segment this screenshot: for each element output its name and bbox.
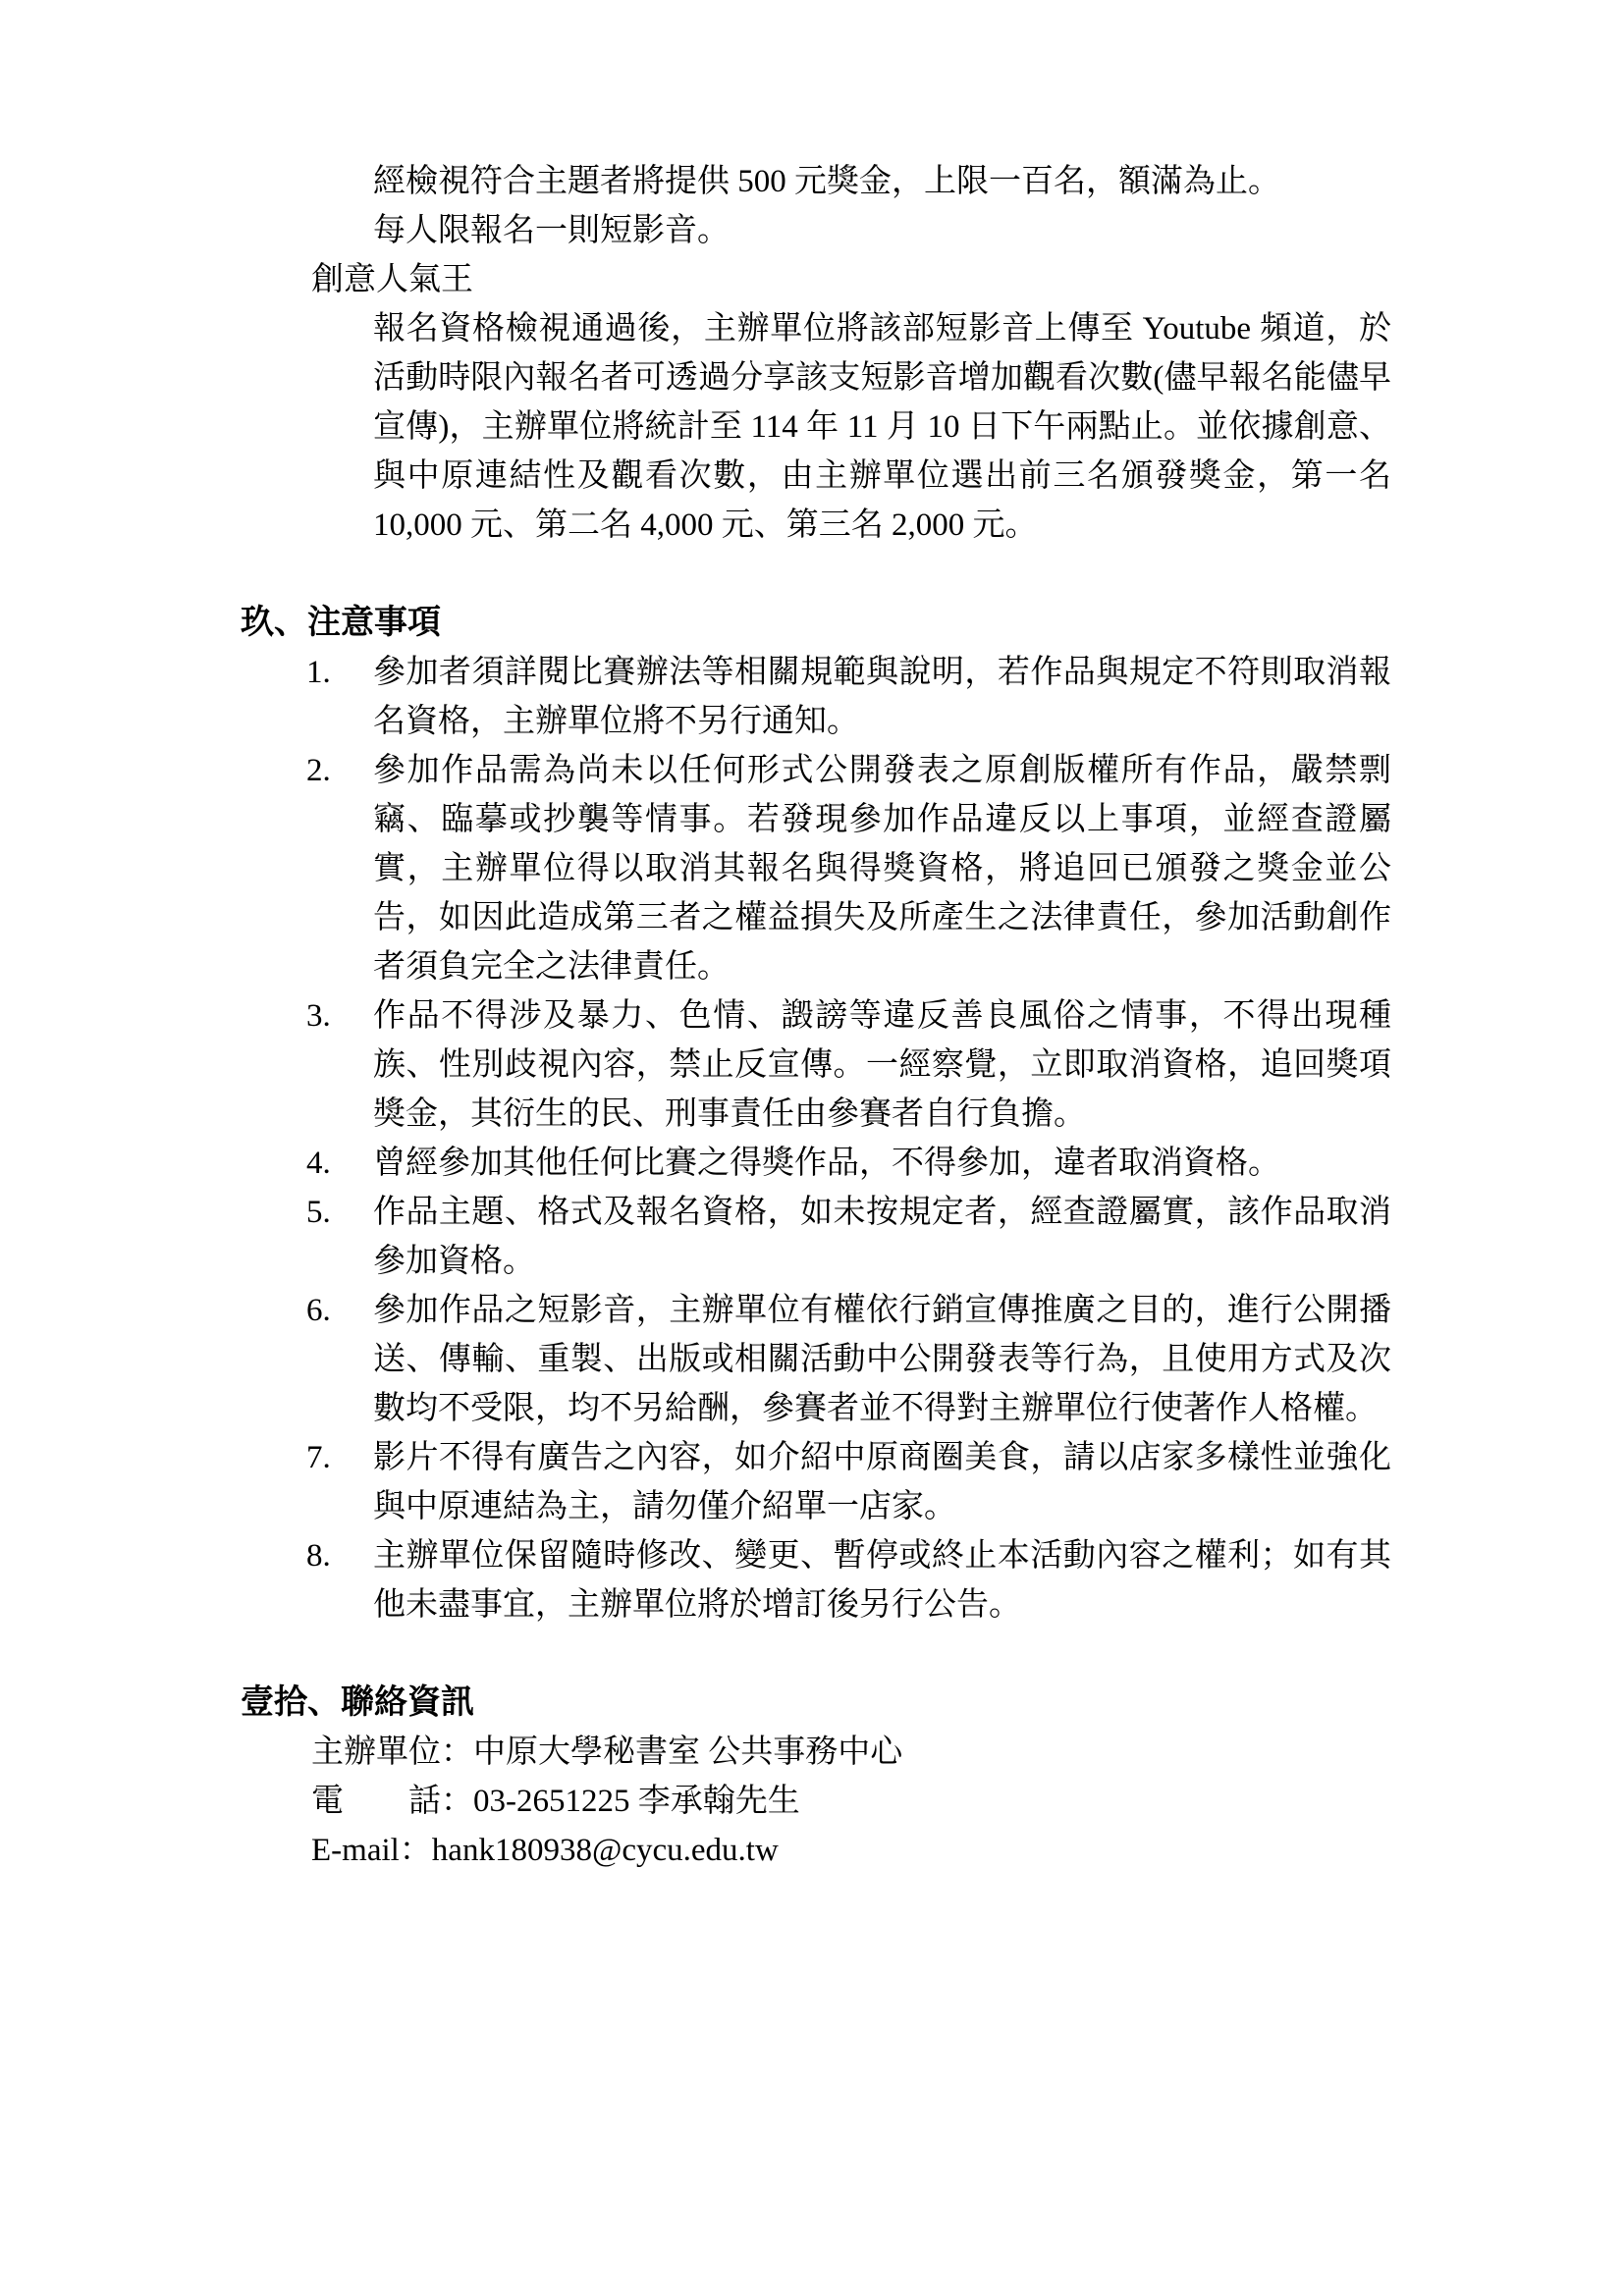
note-text: 參加者須詳閱比賽辦法等相關規範與說明，若作品與規定不符則取消報名資格，主辦單位將不另行通知。 (373, 655, 1391, 739)
note-text: 作品主題、格式及報名資格，如未按規定者，經查證屬實，該作品取消參加資格。 (373, 1195, 1391, 1279)
note-item-7 (306, 1433, 1391, 1531)
note-text: 影片不得有廣告之內容，如介紹中原商圈美食，請以店家多樣性並強化與中原連結為主，請勿僅介紹單一店家。 (373, 1440, 1391, 1524)
note-number: 2. (306, 753, 331, 788)
contact-organizer: 主辦單位：中原大學秘書室 公共事務中心 (311, 1735, 903, 1770)
note-number: 8. (306, 1538, 331, 1574)
note-text: 參加作品需為尚未以任何形式公開發表之原創版權所有作品，嚴禁剽竊、臨摹或抄襲等情事。若發現參加作品違反以上事項，並經查證屬實，主辦單位得以取消其報名與得獎資格，將追回已頒發之獎金並公告，如因此造成第三者之權益損失及所產生之法律責任，參加活動創作者須負完全之法律責任。 (373, 753, 1391, 985)
note-number: 4. (306, 1146, 331, 1181)
contact-phone: 電 話：03-2651225 李承翰先生 (311, 1784, 800, 1819)
section-heading-contact: 壹拾、聯絡資訊 (241, 1684, 474, 1721)
note-item-2 (306, 746, 1391, 991)
note-text: 參加作品之短影音，主辦單位有權依行銷宣傳推廣之目的，進行公開播送、傳輸、重製、出版或相關活動中公開發表等行為，且使用方式及次數均不受限，均不另給酬，參賽者並不得對主辦單位行使著作人格權。 (373, 1293, 1391, 1426)
note-number: 3. (306, 998, 331, 1034)
note-number: 6. (306, 1293, 331, 1328)
note-number: 1. (306, 655, 331, 690)
note-item-1 (306, 648, 1391, 746)
note-text: 曾經參加其他任何比賽之得獎作品，不得參加，違者取消資格。 (373, 1146, 1280, 1181)
intro-line-reward: 經檢視符合主題者將提供 500 元獎金，上限一百名，額滿為止。 (373, 164, 1280, 199)
note-number: 5. (306, 1195, 331, 1230)
section-heading-notes: 玖、注意事項 (241, 605, 441, 641)
note-item-3 (306, 991, 1391, 1139)
subheading-creative-popularity: 創意人氣王 (311, 262, 473, 297)
contact-email: E-mail：hank180938@cycu.edu.tw (311, 1833, 779, 1868)
note-text: 作品不得涉及暴力、色情、譭謗等違反善良風俗之情事，不得出現種族、性別歧視內容，禁止反宣傳。一經察覺，立即取消資格，追回獎項獎金，其衍生的民、刑事責任由參賽者自行負擔。 (373, 998, 1391, 1132)
intro-paragraph-popularity-rules: 報名資格檢視通過後，主辦單位將該部短影音上傳至 Youtube 頻道，於活動時限內報名者可透過分享該支短影音增加觀看次數(儘早報名能儘早宣傳)，主辦單位將統計至 114 年 11 月 10 日下午兩點止。並依據創意、與中原連結性及觀看次數，由主辦單位選出前三名頒發獎金，第一名 10,000 元、第二名 4,000 元、第三名 2,000 元。 (373, 311, 1391, 543)
note-text: 主辦單位保留隨時修改、變更、暫停或終止本活動內容之權利；如有其他未盡事宜，主辦單位將於增訂後另行公告。 (373, 1538, 1391, 1623)
note-item-5 (306, 1188, 1391, 1286)
note-number: 7. (306, 1440, 331, 1475)
intro-line-limit: 每人限報名一則短影音。 (373, 213, 730, 248)
note-item-6 (306, 1286, 1391, 1433)
note-item-8 (306, 1531, 1391, 1629)
document-content (241, 157, 1391, 1875)
note-item-4 (306, 1139, 1391, 1188)
